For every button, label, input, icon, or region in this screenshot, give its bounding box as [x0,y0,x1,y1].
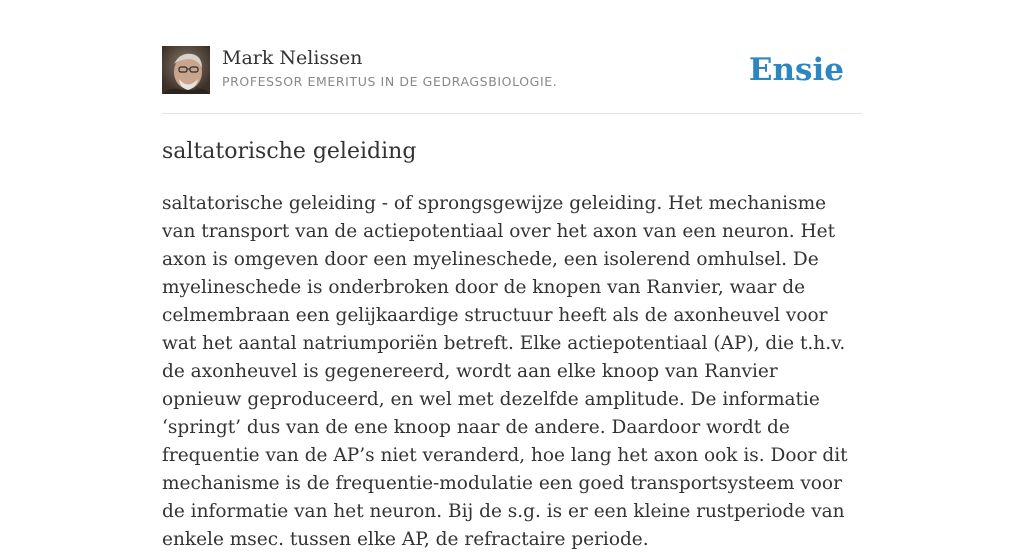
author-title: PROFESSOR EMERITUS IN DE GEDRAGSBIOLOGIE. [222,74,558,89]
entry-title: saltatorische geleiding [162,139,417,164]
author-name[interactable]: Mark Nelissen [222,47,363,69]
header-divider [162,113,862,114]
entry-body: saltatorische geleiding - of sprongsgewijze geleiding. Het mechanisme van transport van de actiepotentiaal over het axon van een neuron. Het axon is omgeven door een myelineschede, een isolerend omhulsel. De myelineschede is onderbroken door de knopen van Ranvier, waar de celmembraan een gelijkaardige structuur heeft als de axonheuvel voor wat het aantal natriumporiën betreft. Elke actiepotentiaal (AP), die t.h.v. de axonheuvel is gegenereerd, wordt aan elke knoop van Ranvier opnieuw geproduceerd, en wel met dezelfde amplitude. De informatie ‘springt’ dus van de ene knoop naar de andere. Daardoor wordt de frequentie van de AP’s niet veranderd, hoe lang het axon ook is. Door dit mechanisme is de frequentie-modulatie een goed transportsysteem voor de informatie van het neuron. Bij de s.g. is er een kleine rustperiode van enkele msec. tussen elke AP, de refractaire periode. [162,193,848,550]
header [162,46,862,96]
avatar[interactable] [162,46,210,94]
brand-logo[interactable]: Ensie [748,52,844,88]
author-portrait-icon [162,46,210,94]
